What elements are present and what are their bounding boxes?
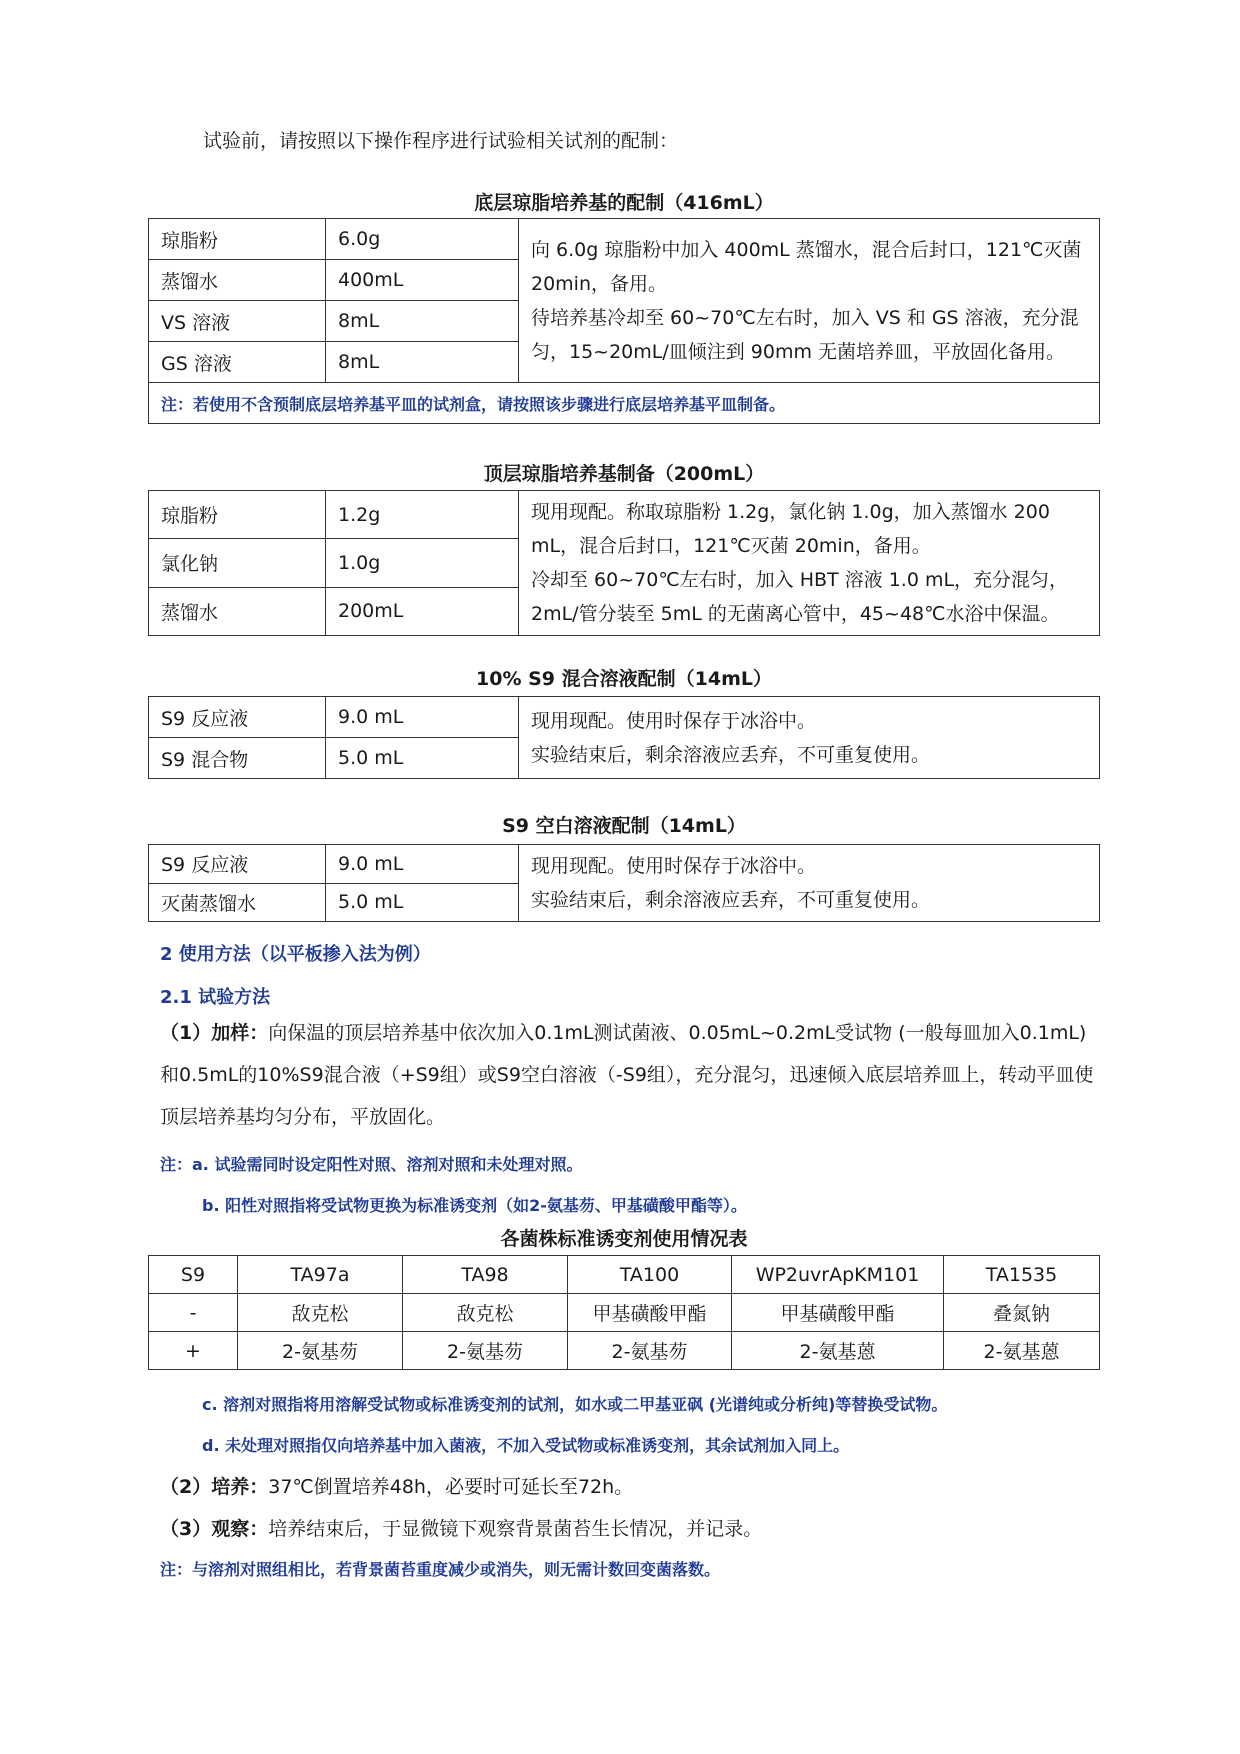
section-2-heading: 2 使用方法（以平板掺入法为例） (160, 944, 431, 965)
cell: 甲基磺酸甲酯 (568, 1294, 732, 1332)
cell: 敌克松 (238, 1294, 403, 1332)
header-cell: TA100 (568, 1256, 732, 1294)
cell: 2-氨基芴 (403, 1332, 568, 1370)
bottom-agar-table (148, 218, 1100, 424)
cell: S9 反应液 (149, 845, 326, 884)
top-agar-table (148, 490, 1100, 636)
table4-caption: S9 空白溶液配制（14mL） (502, 815, 746, 837)
note-b: b. 阳性对照指将受试物更换为标准诱变剂（如2-氨基芴、甲基磺酸甲酯等）。 (202, 1196, 747, 1215)
intro-text: 试验前，请按照以下操作程序进行试验相关试剂的配制： (203, 130, 679, 152)
mutagen-table-caption: 各菌株标准诱变剂使用情况表 (500, 1228, 748, 1250)
cell: - (149, 1294, 238, 1332)
header-cell: TA98 (403, 1256, 568, 1294)
step-1-text: 向保温的顶层培养基中依次加入0.1mL测试菌液、0.05mL~0.2mL受试物 (一般每皿加入0.1mL)和0.5mL的10%S9混合液（+S9组）或S9空白溶液（-S9组），充分混匀，迅速倾入底层培养皿上，转动平皿使顶层培养基均匀分布，平放固化。 (160, 1022, 1094, 1128)
section-2-1-heading: 2.1 试验方法 (160, 987, 271, 1008)
cell: 6.0g (326, 219, 519, 260)
cell: + (149, 1332, 238, 1370)
cell: 5.0 mL (326, 738, 519, 779)
step-2-label: （2）培养： (160, 1476, 269, 1498)
cell: 2-氨基芴 (238, 1332, 403, 1370)
cell: GS 溶液 (149, 342, 326, 383)
step-2-text: 37℃倒置培养48h，必要时可延长至72h。 (268, 1476, 634, 1498)
cell: 甲基磺酸甲酯 (732, 1294, 944, 1332)
step-2-paragraph (160, 1472, 633, 1499)
cell: 2-氨基蒽 (732, 1332, 944, 1370)
cell: 9.0 mL (326, 845, 519, 884)
table3-description (519, 697, 1100, 779)
cell: S9 反应液 (149, 697, 326, 738)
cell: 琼脂粉 (149, 491, 326, 539)
step-3-text: 培养结束后，于显微镜下观察背景菌苔生长情况，并记录。 (268, 1518, 763, 1540)
cell: 2-氨基蒽 (944, 1332, 1100, 1370)
cell: 8mL (326, 342, 519, 383)
cell: 琼脂粉 (149, 219, 326, 260)
cell: 灭菌蒸馏水 (149, 883, 326, 922)
step-3-paragraph (160, 1514, 762, 1541)
table3-caption: 10% S9 混合溶液配制（14mL） (476, 668, 772, 690)
cell: 叠氮钠 (944, 1294, 1100, 1332)
table1-description (519, 219, 1100, 383)
cell: 200mL (326, 587, 519, 635)
note-a: 注：a. 试验需同时设定阳性对照、溶剂对照和未处理对照。 (160, 1155, 583, 1174)
table1-note: 注：若使用不含预制底层培养基平皿的试剂盒，请按照该步骤进行底层培养基平皿制备。 (149, 383, 1100, 424)
note-d: d. 未处理对照指仅向培养基中加入菌液，不加入受试物或标准诱变剂，其余试剂加入同上。 (202, 1436, 850, 1455)
cell: 蒸馏水 (149, 587, 326, 635)
step-1-paragraph (160, 1012, 1100, 1138)
desc-line: 现用现配。称取琼脂粉 1.2g，氯化钠 1.0g，加入蒸馏水 200 mL，混合后封口，121℃灭菌 20min，备用。 (531, 501, 1050, 557)
cell: S9 混合物 (149, 738, 326, 779)
table1-caption: 底层琼脂培养基的配制（416mL） (474, 192, 774, 214)
mutagen-table (148, 1255, 1100, 1370)
step-3-label: （3）观察： (160, 1518, 269, 1540)
cell: 1.2g (326, 491, 519, 539)
table2-caption: 顶层琼脂培养基制备（200mL） (483, 463, 765, 485)
cell: 400mL (326, 260, 519, 301)
cell: 2-氨基芴 (568, 1332, 732, 1370)
header-cell: TA97a (238, 1256, 403, 1294)
desc-line: 现用现配。使用时保存于冰浴中。 (531, 709, 817, 732)
header-cell: WP2uvrApKM101 (732, 1256, 944, 1294)
note-c: c. 溶剂对照指将用溶解受试物或标准诱变剂的试剂，如水或二甲基亚砜 (光谱纯或分析纯)等替换受试物。 (202, 1395, 948, 1414)
cell: 8mL (326, 301, 519, 342)
cell: 敌克松 (403, 1294, 568, 1332)
desc-line: 实验结束后，剩余溶液应丢弃，不可重复使用。 (531, 889, 931, 911)
desc-line: 冷却至 60~70℃左右时，加入 HBT 溶液 1.0 mL，充分混匀，2mL/管分装至 5mL 的无菌离心管中，45~48℃水浴中保温。 (531, 569, 1069, 625)
cell: 氯化钠 (149, 539, 326, 587)
final-note: 注：与溶剂对照组相比，若背景菌苔重度减少或消失，则无需计数回变菌落数。 (160, 1560, 721, 1579)
header-cell: TA1535 (944, 1256, 1100, 1294)
cell: VS 溶液 (149, 301, 326, 342)
cell: 5.0 mL (326, 883, 519, 922)
desc-line: 待培养基冷却至 60~70℃左右时，加入 VS 和 GS 溶液，充分混匀，15~20mL/皿倾注到 90mm 无菌培养皿，平放固化备用。 (531, 306, 1079, 363)
cell: 9.0 mL (326, 697, 519, 738)
desc-line: 向 6.0g 琼脂粉中加入 400mL 蒸馏水，混合后封口，121℃灭菌 20min，备用。 (531, 238, 1082, 295)
s9-mix-table (148, 696, 1100, 779)
cell: 蒸馏水 (149, 260, 326, 301)
header-cell: S9 (149, 1256, 238, 1294)
cell: 1.0g (326, 539, 519, 587)
table2-description (519, 491, 1100, 636)
s9-blank-table (148, 844, 1100, 922)
step-1-label: （1）加样： (160, 1022, 269, 1044)
desc-line: 实验结束后，剩余溶液应丢弃，不可重复使用。 (531, 743, 931, 766)
table4-description (519, 845, 1100, 922)
desc-line: 现用现配。使用时保存于冰浴中。 (531, 855, 817, 877)
